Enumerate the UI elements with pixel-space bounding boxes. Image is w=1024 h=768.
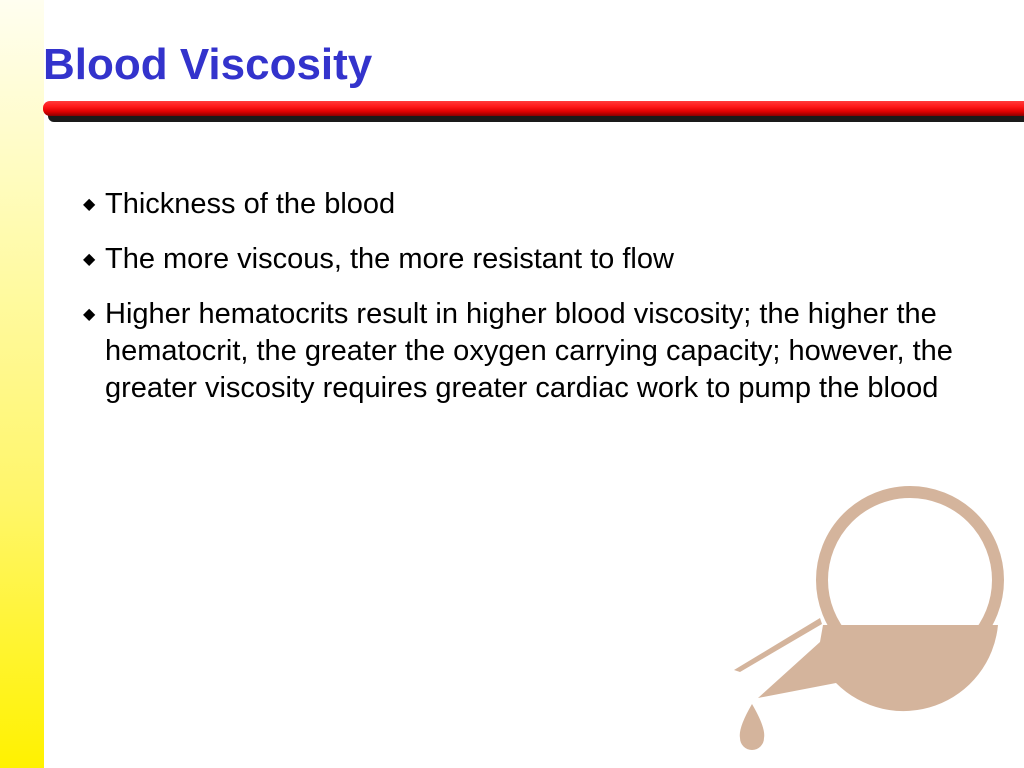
side-gradient-bar — [0, 0, 44, 768]
diamond-bullet-icon: ◆ — [83, 196, 96, 213]
bullet-text: Higher hematocrits result in higher blood viscosity; the higher the hematocrit, the greater the oxygen carrying capacity; however, the greater viscosity requires greater cardiac work to pump the blood — [105, 298, 953, 404]
pouring-flask-icon — [728, 478, 1018, 758]
list-item — [80, 186, 980, 223]
drop-icon — [740, 704, 765, 750]
title-rule — [43, 101, 1024, 116]
diamond-bullet-icon: ◆ — [83, 251, 96, 268]
bullet-text: The more viscous, the more resistant to flow — [105, 243, 674, 275]
list-item — [80, 241, 980, 278]
list-item — [80, 296, 980, 407]
bullet-text: Thickness of the blood — [105, 188, 396, 220]
diamond-bullet-icon: ◆ — [83, 306, 96, 323]
slide-title: Blood Viscosity — [43, 40, 373, 89]
bullet-list — [80, 186, 980, 425]
